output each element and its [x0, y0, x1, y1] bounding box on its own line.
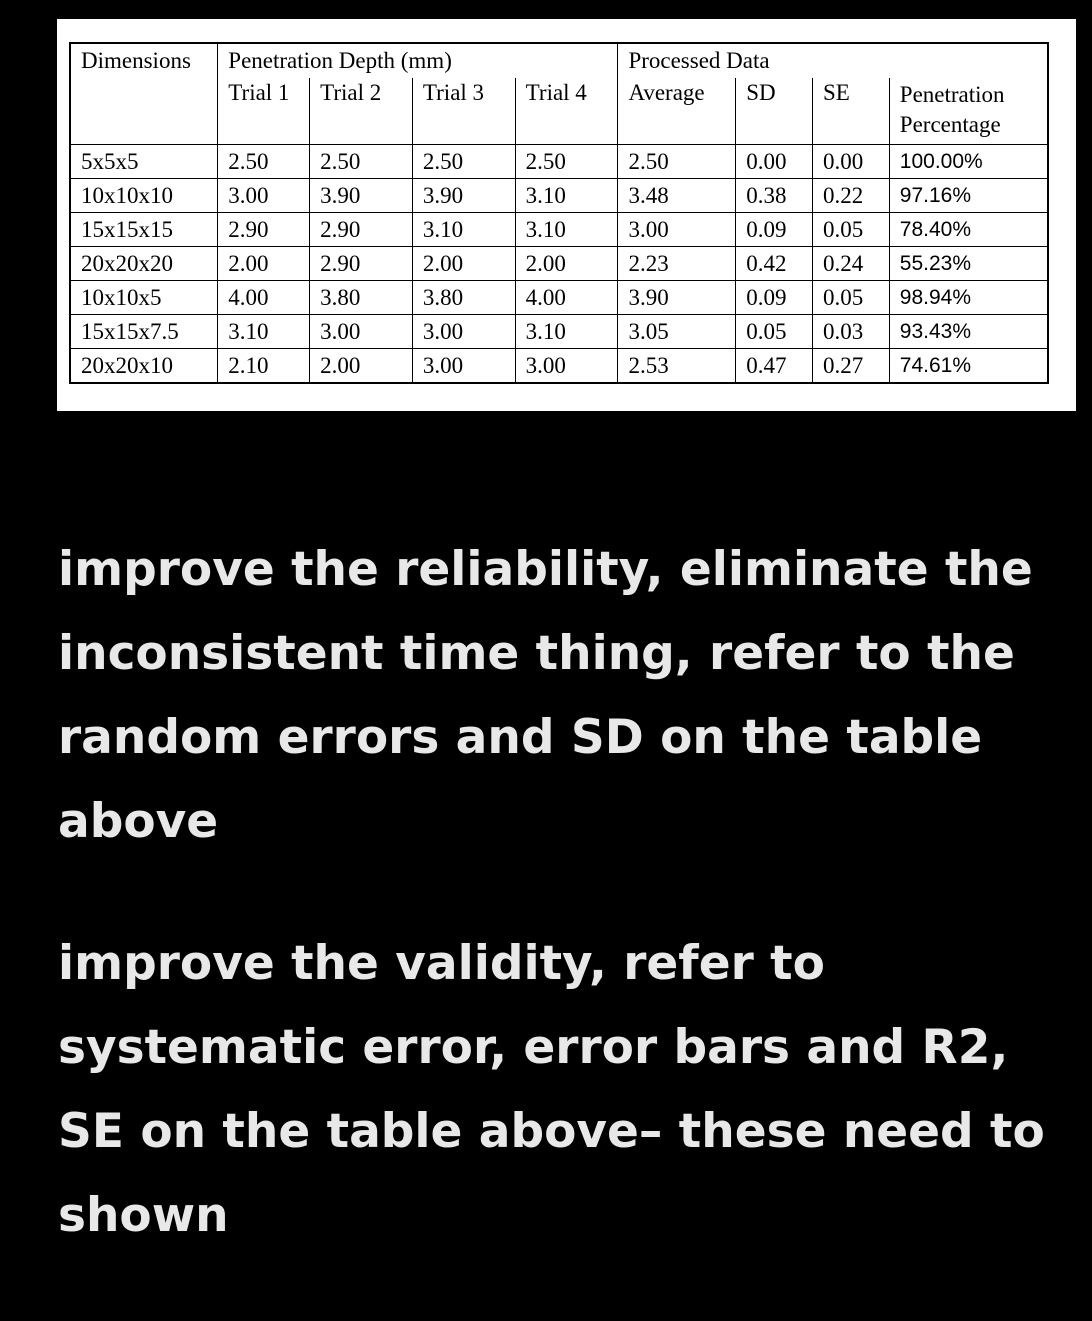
penetration-depth-header: Penetration Depth (mm)	[218, 43, 618, 78]
table-cell: 2.50	[412, 145, 515, 179]
table-cell: 0.27	[813, 349, 890, 384]
table-cell: 3.00	[412, 315, 515, 349]
table-cell: 0.24	[813, 247, 890, 281]
row-dimension-cell: 10x10x5	[70, 281, 218, 315]
column-header: Trial 3	[412, 78, 515, 145]
column-header: SD	[736, 78, 813, 145]
table-row	[70, 145, 1048, 179]
row-dimension-cell: 20x20x10	[70, 349, 218, 384]
table-cell: 3.10	[412, 213, 515, 247]
table-cell: 2.00	[515, 247, 618, 281]
table-row	[70, 247, 1048, 281]
table-cell: 0.09	[736, 281, 813, 315]
column-header: Trial 4	[515, 78, 618, 145]
table-cell: 55.23%	[889, 247, 1048, 281]
table-cell: 2.90	[218, 213, 310, 247]
table-cell: 3.80	[310, 281, 413, 315]
table-cell: 2.90	[310, 213, 413, 247]
table-cell: 0.05	[736, 315, 813, 349]
penetration-data-table	[69, 42, 1049, 384]
table-cell: 3.00	[618, 213, 736, 247]
table-cell: 93.43%	[889, 315, 1048, 349]
validity-note: improve the validity, refer to systematic error, error bars and R2, SE on the table above– these need to shown	[58, 936, 1045, 1243]
table-cell: 98.94%	[889, 281, 1048, 315]
table-cell: 3.10	[515, 315, 618, 349]
table-image	[57, 19, 1076, 411]
table-cell: 0.09	[736, 213, 813, 247]
row-dimension-cell: 15x15x7.5	[70, 315, 218, 349]
table-cell: 0.47	[736, 349, 813, 384]
table-cell: 3.10	[515, 213, 618, 247]
row-dimension-cell: 5x5x5	[70, 145, 218, 179]
table-cell: 2.50	[310, 145, 413, 179]
table-cell: 2.50	[618, 145, 736, 179]
table-row	[70, 315, 1048, 349]
table-cell: 78.40%	[889, 213, 1048, 247]
reliability-note: improve the reliability, eliminate the inconsistent time thing, refer to the random errors and SD on the table above	[58, 542, 1033, 849]
table-cell: 3.48	[618, 179, 736, 213]
table-cell: 4.00	[218, 281, 310, 315]
table-cell: 2.53	[618, 349, 736, 384]
table-row	[70, 179, 1048, 213]
table-cell: 3.80	[412, 281, 515, 315]
table-row	[70, 281, 1048, 315]
table-cell: 2.23	[618, 247, 736, 281]
table-cell: 0.38	[736, 179, 813, 213]
table-cell: 2.10	[218, 349, 310, 384]
column-header: Average	[618, 78, 736, 145]
table-cell: 0.00	[813, 145, 890, 179]
table-cell: 4.00	[515, 281, 618, 315]
table-cell: 74.61%	[889, 349, 1048, 384]
table-cell: 3.90	[310, 179, 413, 213]
table-cell: 2.90	[310, 247, 413, 281]
table-cell: 3.90	[618, 281, 736, 315]
column-header: Penetration Percentage	[889, 78, 1048, 145]
table-cell: 3.00	[412, 349, 515, 384]
table-cell: 3.90	[412, 179, 515, 213]
table-cell: 0.22	[813, 179, 890, 213]
column-header: Trial 2	[310, 78, 413, 145]
table-cell: 3.00	[218, 179, 310, 213]
table-cell: 2.00	[412, 247, 515, 281]
table-cell: 0.42	[736, 247, 813, 281]
table-cell: 3.10	[218, 315, 310, 349]
table-cell: 2.00	[310, 349, 413, 384]
dimensions-header: Dimensions	[70, 43, 218, 145]
table-row	[70, 213, 1048, 247]
table-cell: 3.00	[515, 349, 618, 384]
table-cell: 3.10	[515, 179, 618, 213]
table-group-header-row	[70, 43, 1048, 78]
row-dimension-cell: 10x10x10	[70, 179, 218, 213]
processed-data-header: Processed Data	[618, 43, 1048, 78]
table-cell: 0.03	[813, 315, 890, 349]
table-cell: 100.00%	[889, 145, 1048, 179]
row-dimension-cell: 20x20x20	[70, 247, 218, 281]
table-cell: 0.05	[813, 281, 890, 315]
table-cell: 3.05	[618, 315, 736, 349]
table-row	[70, 349, 1048, 384]
table-cell: 2.50	[515, 145, 618, 179]
table-cell: 0.00	[736, 145, 813, 179]
column-header: SE	[813, 78, 890, 145]
table-cell: 97.16%	[889, 179, 1048, 213]
column-header: Trial 1	[218, 78, 310, 145]
table-cell: 2.50	[218, 145, 310, 179]
table-cell: 3.00	[310, 315, 413, 349]
row-dimension-cell: 15x15x15	[70, 213, 218, 247]
table-cell: 0.05	[813, 213, 890, 247]
table-cell: 2.00	[218, 247, 310, 281]
